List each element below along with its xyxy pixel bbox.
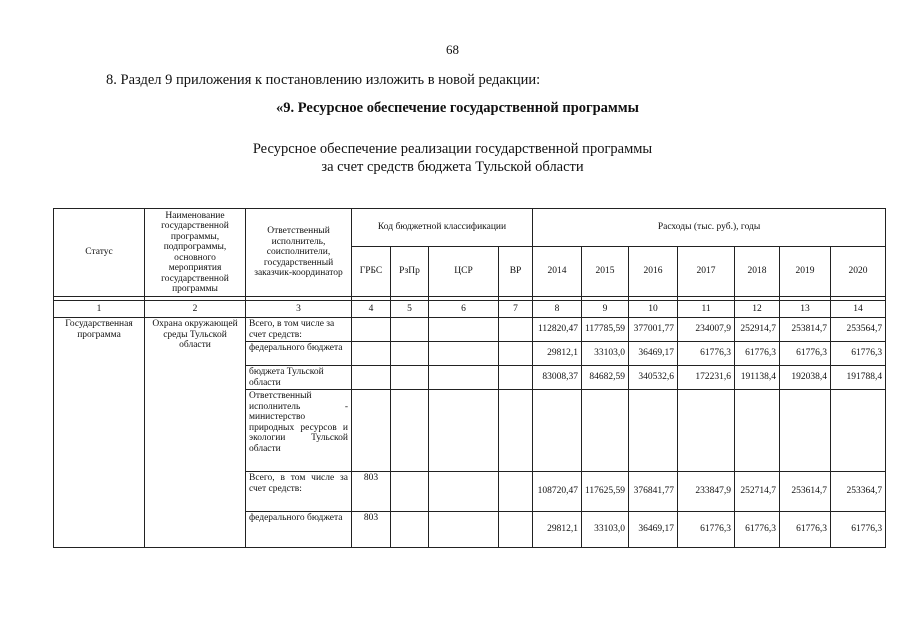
subtitle-line-1: Ресурсное обеспечение реализации государственной программы [252, 141, 653, 157]
column-number-row [54, 301, 886, 318]
value-cell [831, 390, 886, 472]
column-number: 4 [352, 301, 391, 318]
intro-text: 8. Раздел 9 приложения к постановлению изложить в новой редакции: [106, 72, 541, 88]
csr-cell [429, 342, 499, 366]
header-year: 2018 [735, 247, 780, 297]
rzpr-cell [391, 366, 429, 390]
value-cell: 61776,3 [780, 342, 831, 366]
value-cell: 36469,17 [629, 512, 678, 548]
row-label: Всего, в том числе за счет средств: [246, 472, 352, 512]
vr-cell [499, 472, 533, 512]
value-cell: 191138,4 [735, 366, 780, 390]
value-cell: 61776,3 [735, 512, 780, 548]
value-cell: 253564,7 [831, 318, 886, 342]
csr-cell [429, 512, 499, 548]
header-grbs: ГРБС [352, 247, 391, 297]
grbs-cell: 803 [352, 512, 391, 548]
header-year: 2014 [533, 247, 582, 297]
value-cell: 172231,6 [678, 366, 735, 390]
page-number: 68 [446, 42, 459, 57]
value-cell: 376841,77 [629, 472, 678, 512]
column-number: 5 [391, 301, 429, 318]
csr-cell [429, 472, 499, 512]
value-cell: 61776,3 [678, 342, 735, 366]
value-cell: 191788,4 [831, 366, 886, 390]
value-cell [780, 390, 831, 472]
value-cell: 33103,0 [582, 342, 629, 366]
value-cell: 61776,3 [831, 342, 886, 366]
column-number: 13 [780, 301, 831, 318]
row-label: федерального бюджета [246, 342, 352, 366]
rzpr-cell [391, 318, 429, 342]
column-number: 3 [246, 301, 352, 318]
value-cell: 29812,1 [533, 512, 582, 548]
rzpr-cell [391, 390, 429, 472]
section-title: «9. Ресурсное обеспечение государственной программы [276, 100, 639, 116]
header-year: 2020 [831, 247, 886, 297]
value-cell: 83008,37 [533, 366, 582, 390]
header-row-1 [54, 209, 886, 247]
value-cell: 61776,3 [735, 342, 780, 366]
value-cell [582, 390, 629, 472]
value-cell: 117785,59 [582, 318, 629, 342]
value-cell [533, 390, 582, 472]
value-cell: 377001,77 [629, 318, 678, 342]
value-cell: 117625,59 [582, 472, 629, 512]
value-cell: 108720,47 [533, 472, 582, 512]
header-executor: Ответственный исполнитель, соисполнители, государственный заказчик-координатор [246, 209, 352, 297]
header-vr: ВР [499, 247, 533, 297]
value-cell: 253814,7 [780, 318, 831, 342]
header-rzpr: РзПр [391, 247, 429, 297]
header-name: Наименование государственной программы, подпрограммы, основного мероприятия государственной программы [145, 209, 246, 297]
header-year: 2019 [780, 247, 831, 297]
grbs-cell [352, 390, 391, 472]
column-number: 11 [678, 301, 735, 318]
column-number: 2 [145, 301, 246, 318]
value-cell: 61776,3 [780, 512, 831, 548]
column-number: 1 [54, 301, 145, 318]
rzpr-cell [391, 342, 429, 366]
value-cell: 253364,7 [831, 472, 886, 512]
grbs-cell: 803 [352, 472, 391, 512]
value-cell [629, 390, 678, 472]
value-cell: 112820,47 [533, 318, 582, 342]
grbs-cell [352, 366, 391, 390]
subtitle [0, 140, 905, 176]
column-number: 7 [499, 301, 533, 318]
column-number: 9 [582, 301, 629, 318]
table-row [54, 318, 886, 342]
column-number: 8 [533, 301, 582, 318]
status-cell: Государственная программа [54, 318, 145, 548]
subtitle-line-2: за счет средств бюджета Тульской области [321, 159, 584, 175]
rzpr-cell [391, 472, 429, 512]
header-budget-code: Код бюджетной классификации [352, 209, 533, 247]
rzpr-cell [391, 512, 429, 548]
header-year: 2015 [582, 247, 629, 297]
header-status: Статус [54, 209, 145, 297]
value-cell: 192038,4 [780, 366, 831, 390]
value-cell: 252914,7 [735, 318, 780, 342]
csr-cell [429, 318, 499, 342]
value-cell: 253614,7 [780, 472, 831, 512]
value-cell: 33103,0 [582, 512, 629, 548]
column-number: 6 [429, 301, 499, 318]
value-cell [678, 390, 735, 472]
header-year: 2016 [629, 247, 678, 297]
row-label: федерального бюджета [246, 512, 352, 548]
value-cell: 234007,9 [678, 318, 735, 342]
column-number: 12 [735, 301, 780, 318]
value-cell: 61776,3 [831, 512, 886, 548]
vr-cell [499, 390, 533, 472]
grbs-cell [352, 318, 391, 342]
program-name-cell: Охрана окружающей среды Тульской области [145, 318, 246, 548]
csr-cell [429, 390, 499, 472]
header-csr: ЦСР [429, 247, 499, 297]
value-cell [735, 390, 780, 472]
value-cell: 36469,17 [629, 342, 678, 366]
value-cell: 233847,9 [678, 472, 735, 512]
column-number: 10 [629, 301, 678, 318]
header-year: 2017 [678, 247, 735, 297]
row-label: бюджета Тульской области [246, 366, 352, 390]
value-cell: 61776,3 [678, 512, 735, 548]
row-label: Ответственный исполнитель - министерство природных ресурсов и экологии Тульской области [246, 390, 352, 472]
budget-table [53, 208, 886, 548]
header-expenses: Расходы (тыс. руб.), годы [533, 209, 886, 247]
vr-cell [499, 366, 533, 390]
vr-cell [499, 512, 533, 548]
row-label: Всего, в том числе за счет средств: [246, 318, 352, 342]
value-cell: 29812,1 [533, 342, 582, 366]
value-cell: 340532,6 [629, 366, 678, 390]
vr-cell [499, 318, 533, 342]
csr-cell [429, 366, 499, 390]
grbs-cell [352, 342, 391, 366]
vr-cell [499, 342, 533, 366]
value-cell: 84682,59 [582, 366, 629, 390]
column-number: 14 [831, 301, 886, 318]
value-cell: 252714,7 [735, 472, 780, 512]
